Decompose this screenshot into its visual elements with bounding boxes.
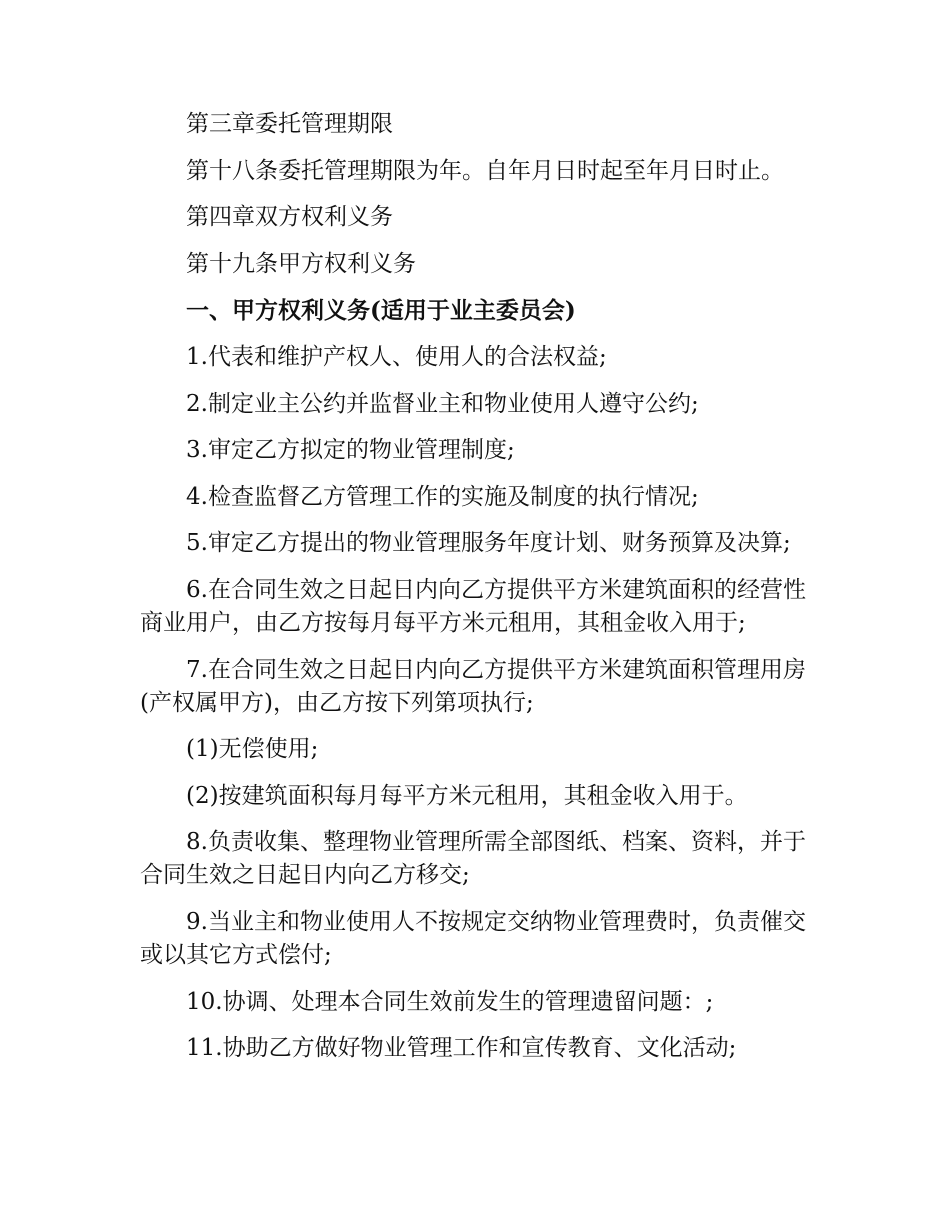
clause-7-option-2: (2)按建筑面积每月每平方米元租用，其租金收入用于。 bbox=[186, 782, 748, 809]
clause-8: 8.负责收集、整理物业管理所需全部图纸、档案、资料，并于合同生效之日起日内向乙方移交; bbox=[140, 829, 806, 889]
section-heading-party-a: 一、甲方权利义务(适用于业主委员会) bbox=[186, 297, 576, 325]
clause-6: 6.在合同生效之日起日内向乙方提供平方米建筑面积的经营性商业用户，由乙方按每月每平方米元租用，其租金收入用于; bbox=[140, 576, 806, 636]
article-19: 第十九条甲方权利义务 bbox=[186, 250, 416, 277]
clause-7: 7.在合同生效之日起日内向乙方提供平方米建筑面积管理用房(产权属甲方)，由乙方按下列第项执行; bbox=[140, 656, 806, 716]
clause-5: 5.审定乙方提出的物业管理服务年度计划、财务预算及决算; bbox=[186, 530, 791, 557]
clause-11: 11.协助乙方做好物业管理工作和宣传教育、文化活动; bbox=[186, 1035, 737, 1062]
clause-7-option-1: (1)无偿使用; bbox=[186, 736, 319, 763]
chapter-heading-4: 第四章双方权利义务 bbox=[186, 204, 393, 231]
clause-1: 1.代表和维护产权人、使用人的合法权益; bbox=[186, 343, 607, 370]
clause-9: 9.当业主和物业使用人不按规定交纳物业管理费时，负责催交或以其它方式偿付; bbox=[140, 908, 806, 968]
chapter-heading-3: 第三章委托管理期限 bbox=[186, 111, 393, 137]
clause-2: 2.制定业主公约并监督业主和物业使用人遵守公约; bbox=[186, 390, 699, 417]
clause-3: 3.审定乙方拟定的物业管理制度; bbox=[186, 437, 515, 464]
article-18: 第十八条委托管理期限为年。自年月日时起至年月日时止。 bbox=[186, 157, 784, 184]
clause-4: 4.检查监督乙方管理工作的实施及制度的执行情况; bbox=[186, 483, 699, 510]
clause-10: 10.协调、处理本合同生效前发生的管理遗留问题：; bbox=[186, 988, 714, 1015]
document-body bbox=[140, 108, 820, 1079]
